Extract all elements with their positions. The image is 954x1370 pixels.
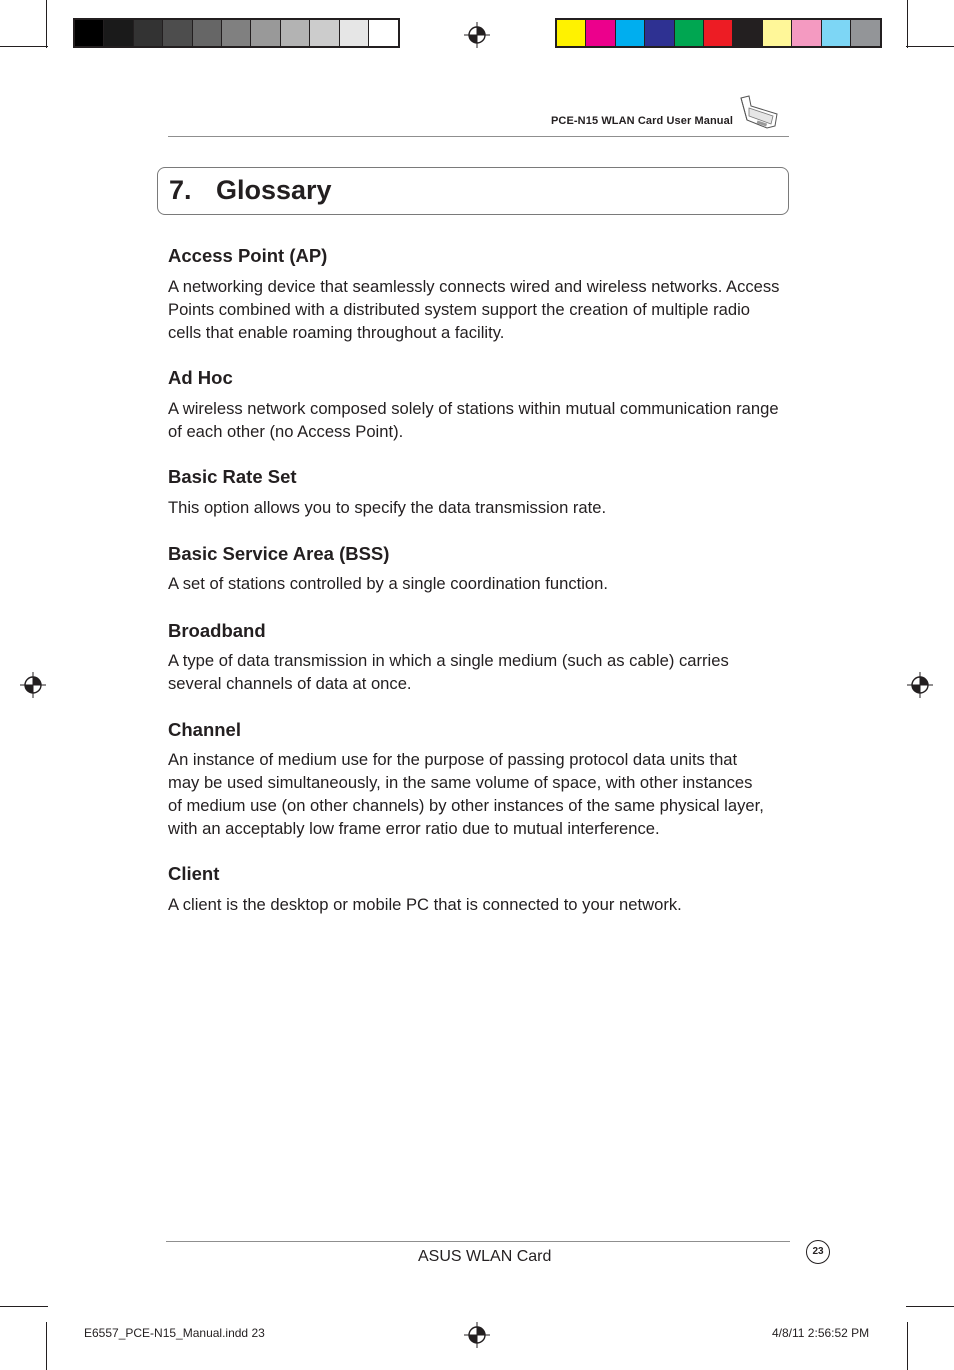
manual-title: PCE-N15 WLAN Card User Manual (551, 115, 733, 127)
glossary-term: Basic Service Area (BSS) (168, 543, 390, 564)
header-rule (168, 136, 789, 137)
color-swatch (251, 20, 280, 46)
crop-mark (907, 1322, 908, 1370)
color-swatch (557, 20, 586, 46)
color-swatch (193, 20, 222, 46)
color-swatch (104, 20, 133, 46)
chapter-number: 7. (169, 175, 192, 205)
color-swatch (134, 20, 163, 46)
glossary-definition: A type of data transmission in which a single medium (such as cable) carries several channels of data at once. (168, 651, 729, 693)
color-swatch (763, 20, 792, 46)
glossary-definition: A set of stations controlled by a single coordination function. (168, 574, 609, 593)
registration-mark-icon (907, 672, 933, 698)
crop-mark (906, 46, 954, 47)
color-swatch (340, 20, 369, 46)
color-swatch (822, 20, 851, 46)
glossary-term: Access Point (AP) (168, 245, 328, 266)
glossary-term: Ad Hoc (168, 367, 233, 388)
page-number: 23 (806, 1240, 830, 1264)
glossary-term: Client (168, 863, 220, 884)
page-title: Glossary (216, 175, 332, 205)
registration-mark-icon (464, 1322, 490, 1348)
color-swatch (733, 20, 762, 46)
glossary-term: Channel (168, 719, 241, 740)
glossary-definition: A networking device that seamlessly connects wired and wireless networks. Access Points combined with a distributed system support the creation of multiple radio cells that enable roaming throughout a facility. (168, 277, 780, 342)
color-swatch (851, 20, 880, 46)
registration-mark-icon (464, 22, 490, 48)
crop-mark (907, 0, 908, 48)
color-swatch (704, 20, 733, 46)
glossary-definition: This option allows you to specify the data transmission rate. (168, 498, 607, 517)
color-swatch (222, 20, 251, 46)
color-swatch (586, 20, 615, 46)
glossary-term: Basic Rate Set (168, 466, 297, 487)
glossary-term: Broadband (168, 620, 266, 641)
color-swatch (645, 20, 674, 46)
slug-timestamp: 4/8/11 2:56:52 PM (772, 1326, 870, 1340)
slug-filename: E6557_PCE-N15_Manual.indd 23 (84, 1326, 265, 1340)
glossary-definition: A wireless network composed solely of stations within mutual communication range of each other (no Access Point). (168, 399, 779, 441)
grayscale-color-bar (73, 18, 400, 48)
glossary-definition: A client is the desktop or mobile PC that is connected to your network. (168, 895, 682, 914)
glossary-definition: An instance of medium use for the purpose of passing protocol data units that may be used simultaneously, in the same volume of space, with other instances of medium use (on other channels) by other instances of the same physical layer, with an acceptably low frame error ratio due to mutual interference. (168, 750, 764, 838)
color-swatch (369, 20, 398, 46)
footer-product-name: ASUS WLAN Card (418, 1248, 552, 1265)
crop-mark (906, 1306, 954, 1307)
color-swatch (75, 20, 104, 46)
crop-mark (46, 1322, 47, 1370)
process-color-bar (555, 18, 882, 48)
footer-rule (166, 1241, 790, 1242)
crop-mark (0, 46, 48, 47)
color-swatch (616, 20, 645, 46)
color-swatch (163, 20, 192, 46)
color-swatch (792, 20, 821, 46)
color-swatch (310, 20, 339, 46)
crop-mark (46, 0, 47, 48)
wlan-card-icon (737, 94, 781, 132)
registration-mark-icon (20, 672, 46, 698)
color-swatch (281, 20, 310, 46)
crop-mark (0, 1306, 48, 1307)
color-swatch (675, 20, 704, 46)
